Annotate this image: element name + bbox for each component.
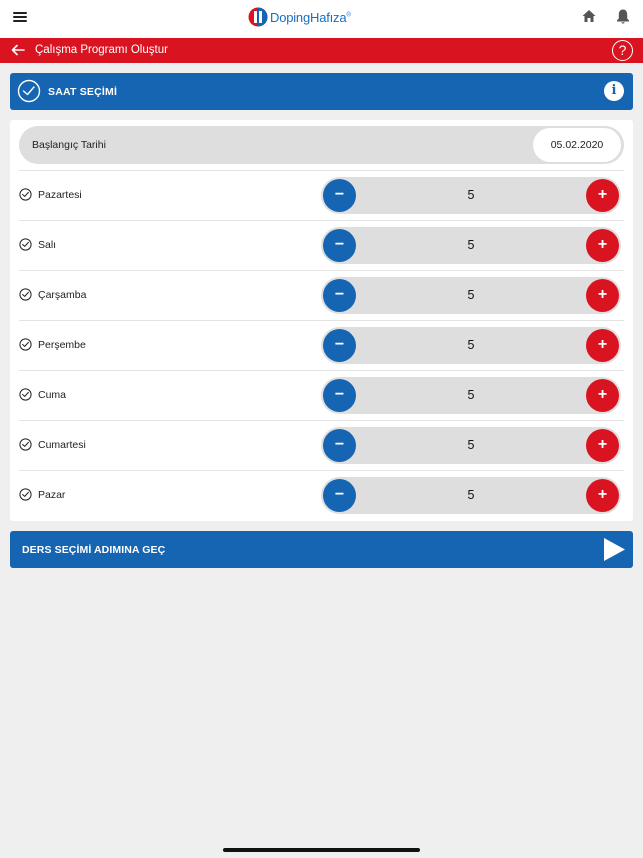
increment-button[interactable]: + [586,429,619,462]
decrement-button[interactable]: − [323,329,356,362]
hours-stepper [321,277,621,314]
bell-icon[interactable] [615,8,631,25]
next-step-label: DERS SEÇİMİ ADIMINA GEÇ [22,544,166,556]
clock-icon [19,188,32,201]
day-label: Pazar [38,489,66,501]
back-arrow-icon[interactable] [11,44,25,56]
hours-stepper [321,427,621,464]
start-date-label: Başlangıç Tarihi [32,139,106,151]
increment-button[interactable]: + [586,279,619,312]
hours-stepper [321,177,621,214]
day-label: Cuma [38,389,67,401]
day-row [19,470,624,520]
logo-mark-icon [248,6,268,28]
clock-icon [19,288,32,301]
clock-icon [19,388,32,401]
hours-value: 5 [467,388,475,402]
hours-value: 5 [467,288,475,302]
section-header [10,73,633,110]
clock-icon [17,79,41,103]
page-title: Çalışma Programı Oluştur [35,44,168,56]
increment-button[interactable]: + [586,379,619,412]
clock-icon [19,338,32,351]
next-step-button[interactable] [10,531,633,568]
info-icon-glyph: i [611,83,617,98]
clock-icon [19,238,32,251]
decrement-button[interactable]: − [323,429,356,462]
nav-bar [0,38,643,63]
hours-value: 5 [467,488,475,502]
logo-registered-mark: ® [346,12,351,19]
hours-stepper [321,377,621,414]
day-label: Cumartesi [38,439,86,451]
hours-stepper [321,477,621,514]
increment-button[interactable]: + [586,179,619,212]
increment-button[interactable]: + [586,229,619,262]
section-title: SAAT SEÇİMİ [48,86,118,98]
hours-value: 5 [467,188,475,202]
menu-icon[interactable] [13,11,27,23]
schedule-card [10,120,633,521]
decrement-button[interactable]: − [323,379,356,412]
decrement-button[interactable]: − [323,279,356,312]
clock-icon [19,488,32,501]
clock-icon [19,438,32,451]
day-label: Perşembe [38,339,86,351]
app-header [0,0,643,38]
increment-button[interactable]: + [586,329,619,362]
day-label: Salı [38,239,57,251]
day-row [19,370,624,420]
day-row [19,170,624,220]
day-row [19,320,624,370]
info-icon[interactable] [604,81,624,101]
play-icon [603,537,626,562]
day-row [19,270,624,320]
logo-text [270,10,351,25]
day-label: Çarşamba [38,289,87,301]
day-row [19,420,624,470]
hours-stepper [321,227,621,264]
logo-text-doping: Doping [270,9,310,25]
hours-value: 5 [467,438,475,452]
decrement-button[interactable]: − [323,479,356,512]
app-logo [248,6,351,28]
logo-text-hafiza: Hafıza [310,9,347,25]
hours-value: 5 [467,338,475,352]
increment-button[interactable]: + [586,479,619,512]
help-icon[interactable]: ? [612,40,633,61]
day-label: Pazartesi [38,189,82,201]
day-row [19,220,624,270]
decrement-button[interactable]: − [323,179,356,212]
hours-stepper [321,327,621,364]
decrement-button[interactable]: − [323,229,356,262]
start-date-row [19,126,624,164]
home-icon[interactable] [581,8,597,24]
hours-value: 5 [467,238,475,252]
home-indicator [223,848,420,852]
start-date-picker[interactable]: 05.02.2020 [533,128,621,162]
